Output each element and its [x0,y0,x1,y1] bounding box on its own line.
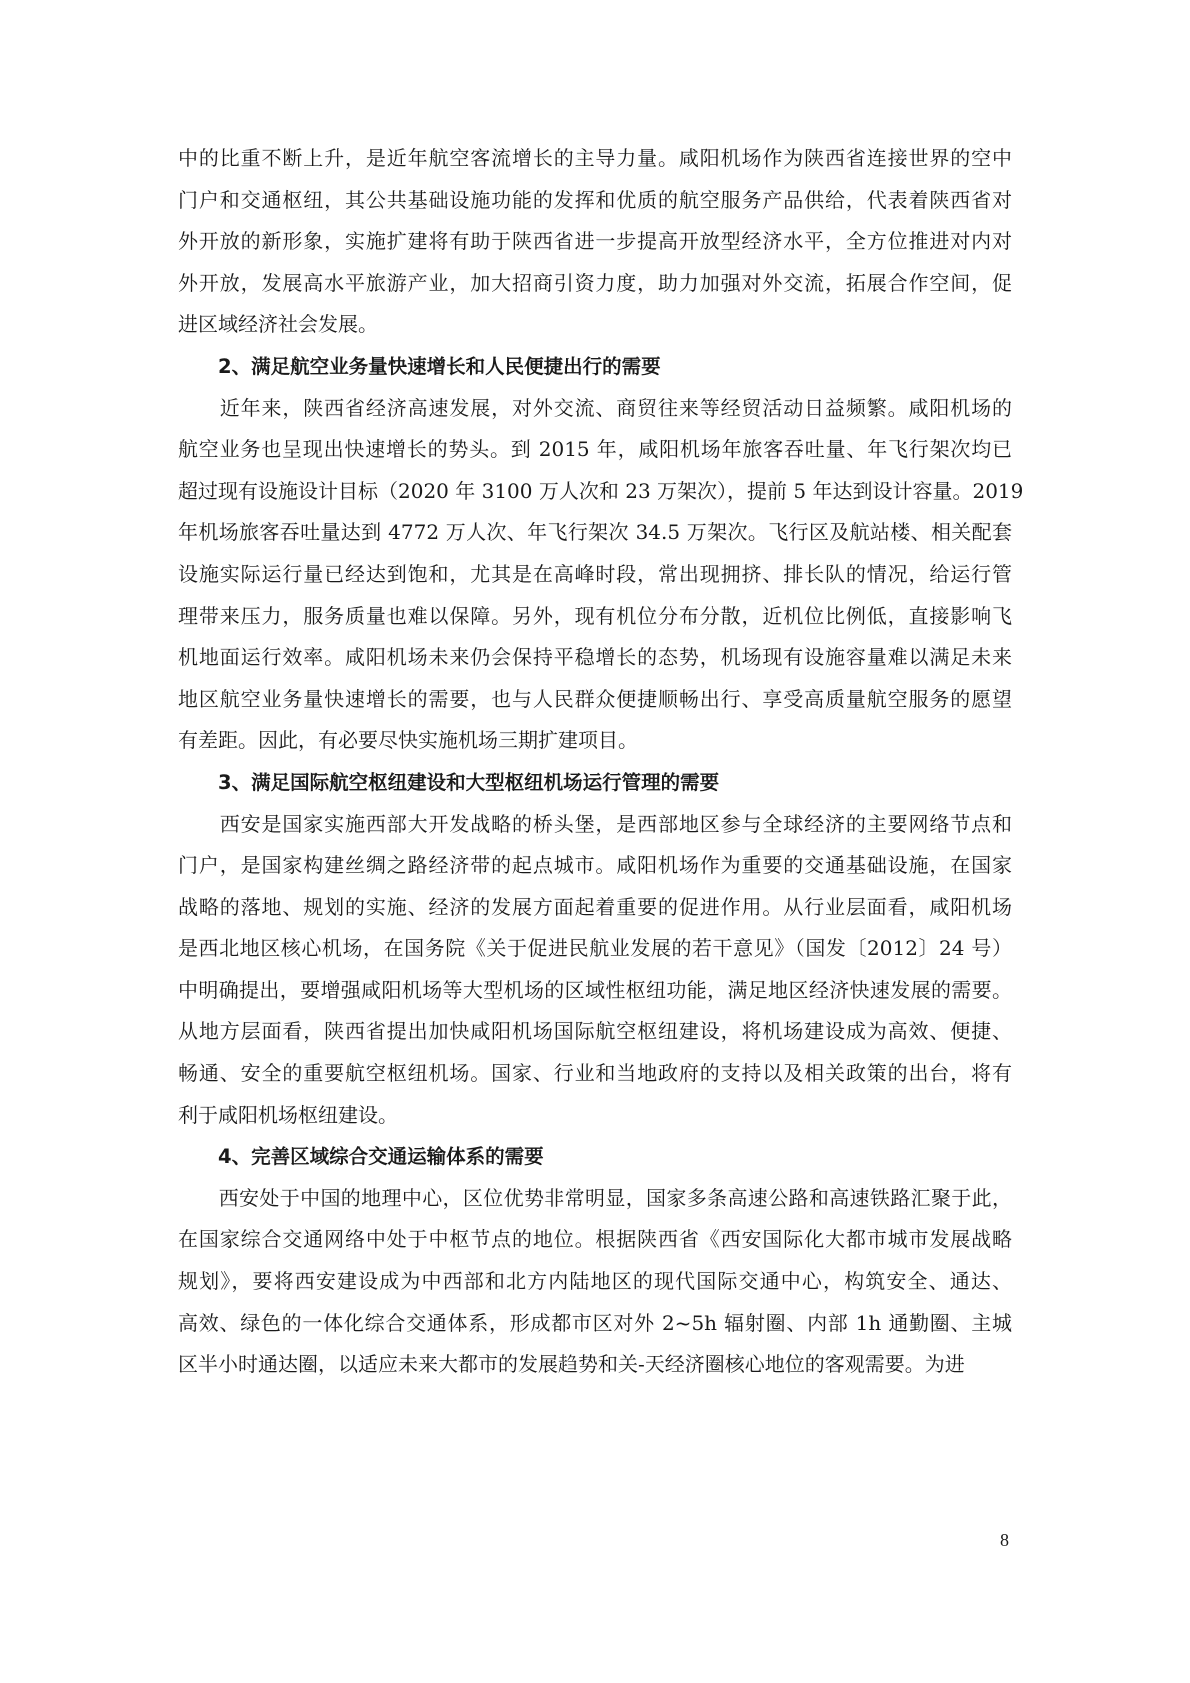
paragraph-line: 设施实际运行量已经达到饱和，尤其是在高峰时段，常出现拥挤、排长队的情况，给运行管 [178,561,1012,586]
paragraph-line: 畅通、安全的重要航空枢纽机场。国家、行业和当地政府的支持以及相关政策的出台，将有 [178,1061,1012,1086]
paragraph-line: 在国家综合交通网络中处于中枢节点的地位。根据陕西省《西安国际化大都市城市发展战略 [178,1227,1012,1252]
paragraph-line: 中的比重不断上升，是近年航空客流增长的主导力量。咸阳机场作为陕西省连接世界的空中 [178,146,1012,170]
section-heading: 2、满足航空业务量快速增长和人民便捷出行的需要 [218,354,661,378]
section-heading: 4、完善区域综合交通运输体系的需要 [218,1145,544,1169]
paragraph-line: 门户和交通枢纽，其公共基础设施功能的发挥和优质的航空服务产品供给，代表着陕西省对 [178,187,1012,212]
document-body [178,138,1024,1386]
paragraph-line: 航空业务也呈现出快速增长的势头。到 2015 年，咸阳机场年旅客吞吐量、年飞行架次均已 [178,437,1012,462]
paragraph-line: 地区航空业务量快速增长的需要，也与人民群众便捷顺畅出行、享受高质量航空服务的愿望 [178,686,1012,711]
paragraph-line: 进区域经济社会发展。 [178,312,378,337]
body-paragraph [178,388,1024,762]
body-paragraph [178,804,1012,1137]
paragraph-line: 规划》，要将西安建设成为中西部和北方内陆地区的现代国际交通中心，构筑安全、通达、 [178,1269,1012,1294]
paragraph-line: 战略的落地、规划的实施、经济的发展方面起着重要的促进作用。从行业层面看，咸阳机场 [178,894,1012,919]
paragraph-line: 年机场旅客吞吐量达到 4772 万人次、年飞行架次 34.5 万架次。飞行区及航站楼、相关配套 [178,520,1012,545]
page-number: 8 [1000,1530,1009,1550]
paragraph-line: 外开放，发展高水平旅游产业，加大招商引资力度，助力加强对外交流，拓展合作空间，促 [178,270,1012,295]
paragraph-line: 近年来，陕西省经济高速发展，对外交流、商贸往来等经贸活动日益频繁。咸阳机场的 [178,395,1012,420]
paragraph-line: 区半小时通达圈，以适应未来大都市的发展趋势和关-天经济圈核心地位的客观需要。为进 [178,1352,965,1377]
paragraph-line: 理带来压力，服务质量也难以保障。另外，现有机位分布分散，近机位比例低，直接影响飞 [178,603,1012,628]
paragraph-line: 超过现有设施设计目标（2020 年 3100 万人次和 23 万架次），提前 5 年达到设计容量。2019 [178,478,1024,503]
paragraph-line: 机地面运行效率。咸阳机场未来仍会保持平稳增长的态势，机场现有设施容量难以满足未来 [178,645,1012,670]
paragraph-line: 有差距。因此，有必要尽快实施机场三期扩建项目。 [178,728,638,753]
paragraph-line: 西安处于中国的地理中心，区位优势非常明显，国家多条高速公路和高速铁路汇聚于此， [178,1185,1012,1210]
paragraph-line: 西安是国家实施西部大开发战略的桥头堡，是西部地区参与全球经济的主要网络节点和 [178,811,1012,836]
paragraph-line: 是西北地区核心机场，在国务院《关于促进民航业发展的若干意见》（国发〔2012〕24 号） [178,936,1012,961]
paragraph-line: 高效、绿色的一体化综合交通体系，形成都市区对外 2~5h 辐射圈、内部 1h 通勤圈、主城 [178,1310,1012,1335]
body-paragraph [178,1178,1012,1386]
paragraph-line: 中明确提出，要增强咸阳机场等大型机场的区域性枢纽功能，满足地区经济快速发展的需要。 [178,977,1012,1002]
paragraph-line: 门户，是国家构建丝绸之路经济带的起点城市。咸阳机场作为重要的交通基础设施，在国家 [178,853,1012,878]
body-paragraph [178,138,1012,346]
paragraph-line: 利于咸阳机场枢纽建设。 [178,1102,398,1127]
paragraph-line: 外开放的新形象，实施扩建将有助于陕西省进一步提高开放型经济水平，全方位推进对内对 [178,229,1012,254]
section-heading: 3、满足国际航空枢纽建设和大型枢纽机场运行管理的需要 [218,770,720,794]
paragraph-line: 从地方层面看，陕西省提出加快咸阳机场国际航空枢纽建设，将机场建设成为高效、便捷、 [178,1019,1012,1044]
